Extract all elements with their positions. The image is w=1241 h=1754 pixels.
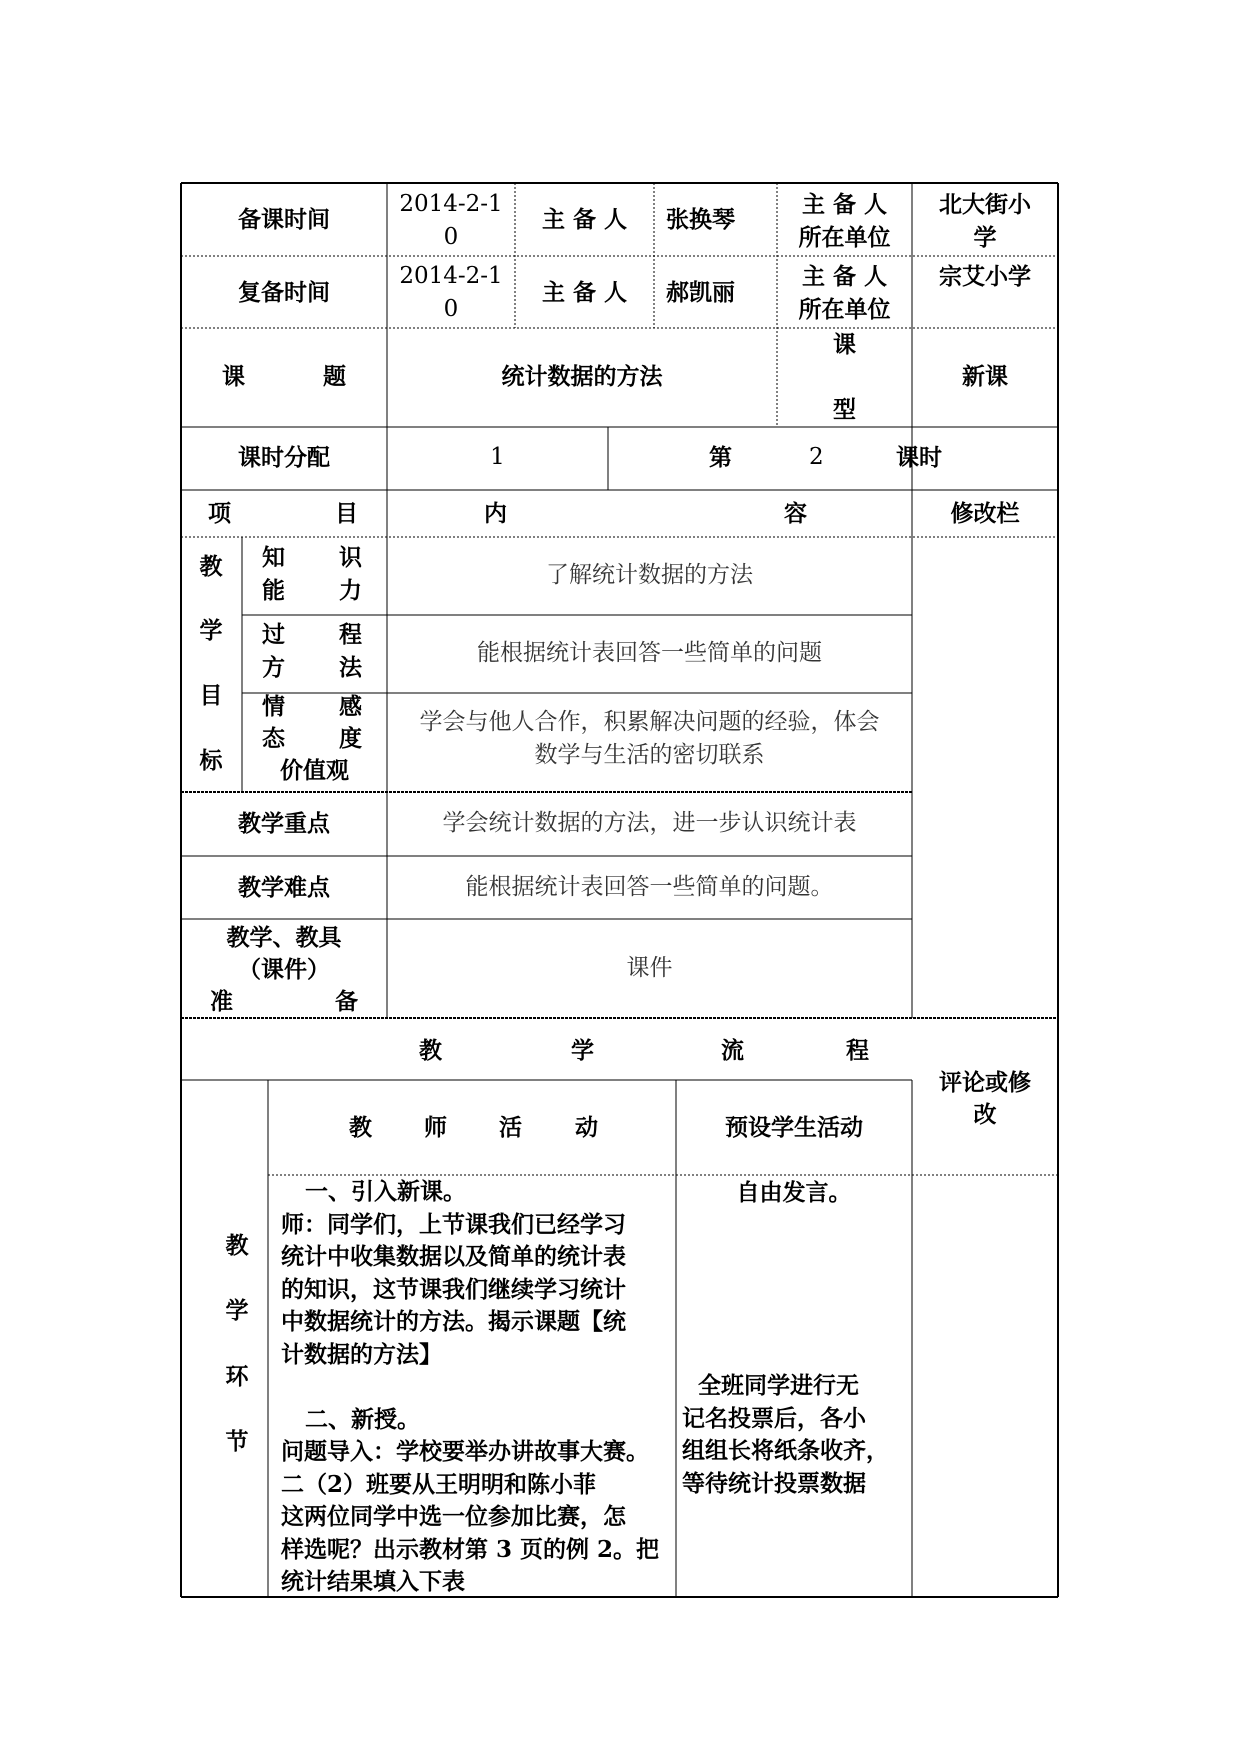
flow-side-char: 节 — [225, 1428, 249, 1455]
col-item-b: 目 — [335, 500, 358, 527]
process-label-1a: 过 — [262, 621, 285, 648]
review-unit-label-line1: 主 备 人 — [801, 263, 887, 290]
flow-title-char: 学 — [571, 1037, 594, 1064]
lesson-title: 统计数据的方法 — [501, 363, 663, 390]
review-date-line1: 2014-2-1 — [399, 263, 503, 289]
preparer-name: 张换琴 — [666, 206, 735, 233]
review-time-label: 复备时间 — [238, 279, 330, 306]
emotion-goal-text-line1: 学会与他人合作，积累解决问题的经验，体会 — [419, 709, 880, 735]
emotion-label-2a: 态 — [262, 725, 285, 752]
unit-name-line2: 学 — [973, 224, 997, 251]
goals-side-char: 标 — [199, 747, 223, 774]
period-number: 2 — [809, 444, 824, 470]
emotion-label-1b: 感 — [339, 693, 362, 720]
key-point-label: 教学重点 — [238, 810, 330, 837]
process-goal-text: 能根据统计表回答一些简单的问题 — [477, 640, 822, 666]
unit-label-line2: 所在单位 — [798, 224, 891, 251]
col-content-a: 内 — [484, 500, 507, 527]
flow-side-char: 教 — [225, 1232, 249, 1259]
knowledge-label-1a: 知 — [262, 544, 285, 571]
process-label-2b: 法 — [339, 654, 362, 681]
tools-text: 课件 — [626, 955, 673, 981]
reviewer-name: 郝凯丽 — [666, 279, 735, 306]
knowledge-label-2b: 力 — [339, 577, 362, 604]
key-point-text: 学会统计数据的方法，进一步认识统计表 — [442, 810, 857, 836]
emotion-goal-text-line2: 数学与生活的密切联系 — [534, 742, 765, 768]
period-count: 1 — [490, 444, 505, 470]
goals-side-char: 教 — [199, 553, 223, 580]
col-item-a: 项 — [208, 500, 231, 527]
period-pre: 第 — [709, 444, 732, 471]
process-label-1b: 程 — [339, 621, 362, 648]
goals-side-char: 目 — [199, 682, 223, 709]
process-label-2a: 方 — [262, 654, 285, 681]
student-activity-head: 预设学生活动 — [725, 1114, 863, 1141]
type-label-b: 型 — [833, 396, 856, 423]
knowledge-label-2a: 能 — [262, 577, 285, 604]
difficulty-label: 教学难点 — [238, 874, 330, 901]
tools-label-line1: 教学、教具 — [226, 924, 342, 951]
teacher-head-char: 师 — [424, 1114, 447, 1141]
unit-name-line1: 北大街小 — [939, 191, 1031, 218]
teacher-head-char: 活 — [499, 1114, 522, 1141]
emotion-label-1a: 情 — [262, 693, 285, 720]
teacher-head-char: 教 — [349, 1114, 372, 1141]
goals-side-char: 学 — [199, 617, 223, 644]
tools-label-3b: 备 — [335, 988, 358, 1015]
flow-side-char: 环 — [225, 1363, 249, 1390]
student-activity-text-2: 全班同学进行无 记名投票后，各小 组组长将纸条收齐， 等待统计投票数据 — [682, 1372, 889, 1497]
reviewer-role-label: 主 备 人 — [541, 279, 627, 306]
prep-date-line2: 0 — [443, 224, 459, 250]
unit-label-line1: 主 备 人 — [801, 191, 887, 218]
flow-side-char: 学 — [225, 1297, 249, 1324]
teacher-head-char: 动 — [575, 1114, 598, 1141]
review-unit-label-line2: 所在单位 — [798, 296, 891, 323]
prep-date-line1: 2014-2-1 — [399, 191, 503, 217]
tools-label-line2: （课件） — [238, 956, 330, 983]
flow-title-char: 流 — [721, 1037, 744, 1064]
emotion-label-3: 价值观 — [280, 757, 349, 784]
review-date-line2: 0 — [443, 296, 459, 322]
col-revise: 修改栏 — [950, 500, 1020, 527]
topic-label-a: 课 — [222, 363, 245, 390]
difficulty-text: 能根据统计表回答一些简单的问题。 — [465, 874, 834, 900]
lesson-type: 新课 — [962, 363, 1008, 390]
topic-label-b: 题 — [323, 363, 346, 390]
col-content-b: 容 — [784, 500, 807, 527]
type-label-a: 课 — [833, 331, 856, 358]
knowledge-label-1b: 识 — [339, 544, 362, 571]
flow-title-char: 程 — [846, 1037, 869, 1064]
preparer-role-label: 主 备 人 — [541, 206, 627, 233]
prep-time-label: 备课时间 — [238, 206, 330, 233]
student-activity-text-1: 自由发言。 — [736, 1179, 852, 1206]
period-post: 课时 — [896, 444, 942, 471]
period-label: 课时分配 — [238, 444, 330, 471]
comment-label-line2: 改 — [973, 1101, 997, 1128]
comment-label-line1: 评论或修 — [939, 1069, 1031, 1096]
teacher-activity-text: 一、引入新课。 师：同学们，上节课我们已经学习 统计中收集数据以及简单的统计表 的知识，这节课我们继续学习统计 中数据统计的方法。揭示课题【统 计数据的方法】 二、新授。 问题导入：学校要举办讲故事大赛。 二（2）班要从王明明和陈小菲 这两位同学中选一位参加比赛，怎 样选呢？出示教材第 3 页的例 2。把 统计结果填入下表 — [281, 1178, 660, 1595]
flow-title-char: 教 — [419, 1037, 442, 1064]
emotion-label-2b: 度 — [339, 725, 362, 752]
knowledge-goal-text: 了解统计数据的方法 — [546, 562, 753, 588]
review-unit-name: 宗艾小学 — [939, 263, 1031, 290]
tools-label-3a: 准 — [210, 988, 233, 1015]
